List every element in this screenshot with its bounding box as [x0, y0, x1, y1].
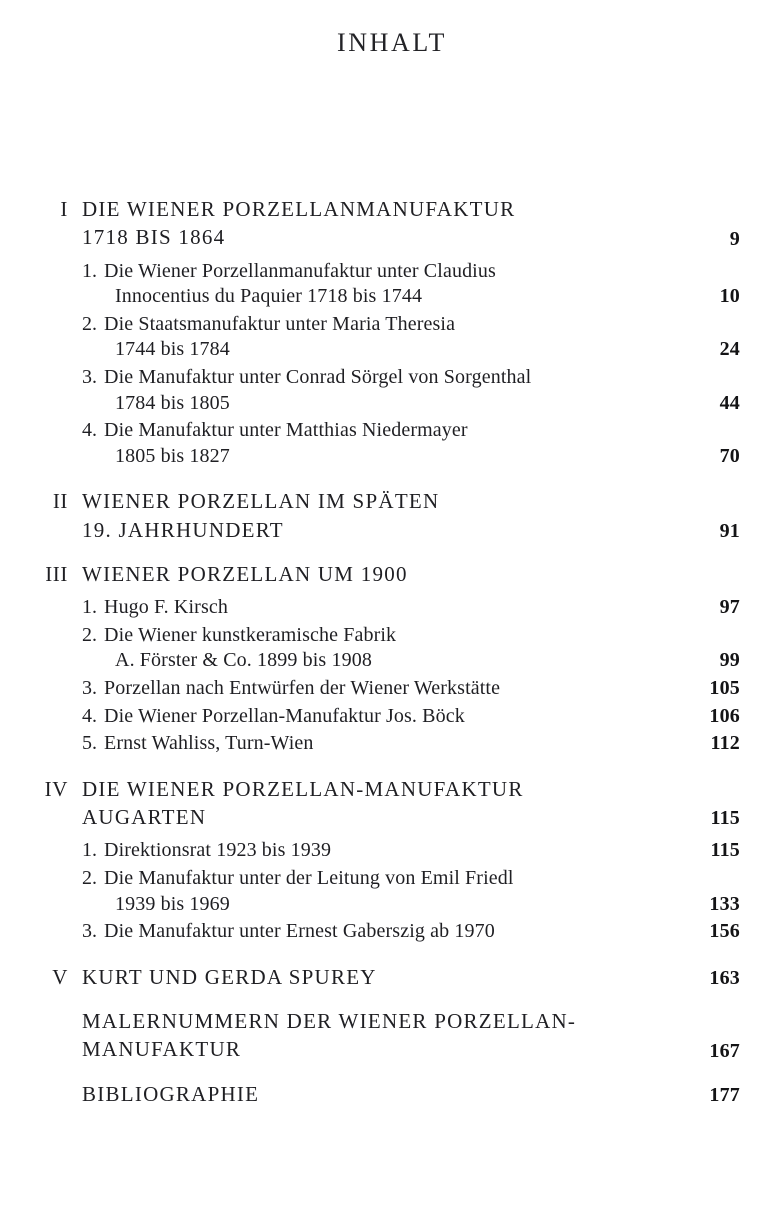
toc-subsection-row[interactable] [0, 595, 784, 621]
subsection-title-line: 1744 bis 1784 [115, 338, 230, 361]
toc-entry[interactable] [0, 964, 784, 991]
chapter-page-number: 177 [709, 1083, 740, 1106]
subsection-list [0, 259, 784, 470]
subsection-text-block [82, 704, 646, 730]
subsection-title [68, 623, 654, 674]
chapter-title-line: BIBLIOGRAPHIE [82, 1081, 260, 1106]
subsection-title-line: Direktionsrat 1923 bis 1939 [104, 839, 332, 862]
toc-subsection-row[interactable] [0, 731, 784, 757]
subsection-page-number: 105 [709, 677, 740, 700]
toc-entry[interactable] [0, 1081, 784, 1108]
toc-entry[interactable] [0, 196, 784, 469]
subsection-page-number: 99 [719, 649, 740, 672]
subsection-title-line: Die Manufaktur unter Ernest Gaberszig ab 1970 [104, 920, 495, 943]
subsection-title [68, 919, 654, 945]
subsection-text-block [82, 676, 646, 702]
toc-subsection-row[interactable] [0, 838, 784, 864]
subsection-page-number: 97 [719, 596, 740, 619]
toc-entry[interactable] [0, 488, 784, 544]
subsection-title-line: Die Manufaktur unter der Leitung von Emil Friedl [104, 866, 514, 889]
chapter-numeral: I [60, 197, 68, 221]
subsection-number: 3. [82, 365, 97, 388]
toc-chapter-row[interactable] [0, 776, 784, 832]
subsection-text-block [82, 731, 646, 757]
subsection-title [68, 365, 654, 416]
subsection-title-line: 1784 bis 1805 [115, 391, 230, 414]
subsection-text-block [82, 623, 646, 674]
toc-entry[interactable] [0, 1008, 784, 1064]
page-title: INHALT [337, 28, 447, 57]
subsection-number: 4. [82, 419, 97, 442]
chapter-title-line: AUGARTEN [82, 805, 207, 830]
toc-chapter-row[interactable] [0, 561, 784, 588]
chapter-title [68, 488, 654, 544]
chapter-title [68, 1081, 654, 1108]
subsection-page-number: 44 [719, 391, 740, 414]
subsection-title-line: Die Wiener Porzellanmanufaktur unter Claudius [104, 259, 496, 282]
subsection-page-number: 24 [719, 338, 740, 361]
subsection-number: 1. [82, 596, 97, 619]
chapter-title [68, 1008, 654, 1064]
subsection-list [0, 595, 784, 757]
subsection-number: 3. [82, 677, 97, 700]
subsection-title [68, 312, 654, 363]
toc-subsection-row[interactable] [0, 866, 784, 917]
toc-subsection-row[interactable] [0, 919, 784, 945]
subsection-text-block [82, 418, 646, 469]
subsection-text-block [82, 838, 646, 864]
subsection-number: 2. [82, 312, 97, 335]
chapter-title-line: DIE WIENER PORZELLANMANUFAKTUR [82, 197, 516, 221]
subsection-page-number: 133 [709, 892, 740, 915]
chapter-page-number: 167 [709, 1039, 740, 1062]
toc-entry[interactable] [0, 776, 784, 945]
subsection-number: 2. [82, 866, 97, 889]
toc-subsection-row[interactable] [0, 365, 784, 416]
toc-subsection-row[interactable] [0, 704, 784, 730]
subsection-title-line: 1805 bis 1827 [115, 444, 230, 467]
subsection-page-number: 156 [709, 920, 740, 943]
subsection-number: 2. [82, 623, 97, 646]
toc-chapter-row[interactable] [0, 1008, 784, 1064]
subsection-number: 3. [82, 920, 97, 943]
chapter-page-number: 91 [719, 519, 740, 542]
subsection-title-line: Innocentius du Paquier 1718 bis 1744 [115, 285, 423, 308]
subsection-text-block [82, 259, 646, 310]
subsection-title-line: Die Staatsmanufaktur unter Maria Theresia [104, 312, 456, 335]
subsection-title [68, 704, 654, 730]
subsection-title-line: Die Wiener kunstkeramische Fabrik [104, 623, 397, 646]
subsection-text-block [82, 866, 646, 917]
subsection-number: 1. [82, 839, 97, 862]
chapter-title [68, 561, 654, 588]
toc-entry[interactable] [0, 561, 784, 757]
subsection-page-number: 10 [719, 285, 740, 308]
subsection-text-block [82, 312, 646, 363]
subsection-list [0, 838, 784, 944]
subsection-title [68, 595, 654, 621]
toc-subsection-row[interactable] [0, 676, 784, 702]
subsection-text-block [82, 919, 646, 945]
chapter-title-line: KURT UND GERDA SPUREY [82, 964, 377, 989]
chapter-title-line: MALERNUMMERN DER WIENER PORZELLAN- [82, 1009, 577, 1034]
subsection-text-block [82, 365, 646, 416]
subsection-number: 1. [82, 259, 97, 282]
chapter-title [68, 196, 654, 252]
subsection-title-line: 1939 bis 1969 [115, 892, 230, 915]
subsection-title-line: A. Förster & Co. 1899 bis 1908 [115, 649, 372, 672]
subsection-title-line: Die Manufaktur unter Matthias Niedermayer [104, 419, 468, 442]
chapter-numeral: II [52, 489, 68, 514]
toc-subsection-row[interactable] [0, 259, 784, 310]
table-of-contents [0, 196, 784, 1125]
subsection-title-line: Porzellan nach Entwürfen der Wiener Werkstätte [104, 677, 501, 700]
chapter-title-line: WIENER PORZELLAN IM SPÄTEN [82, 489, 440, 514]
subsection-title [68, 676, 654, 702]
subsection-title-line: Die Manufaktur unter Conrad Sörgel von Sorgenthal [104, 365, 532, 388]
subsection-title [68, 866, 654, 917]
chapter-page-number: 115 [710, 807, 740, 830]
chapter-numeral: III [45, 561, 68, 586]
toc-chapter-row[interactable] [0, 488, 784, 544]
chapter-title-line: MANUFAKTUR [82, 1037, 242, 1062]
chapter-title-line: 1718 BIS 1864 [82, 225, 226, 250]
subsection-number: 4. [82, 704, 97, 727]
chapter-title [68, 776, 654, 832]
subsection-page-number: 112 [710, 732, 740, 755]
toc-chapter-row[interactable] [0, 1081, 784, 1108]
chapter-title-line: WIENER PORZELLAN UM 1900 [82, 561, 408, 586]
subsection-page-number: 115 [710, 839, 740, 862]
toc-subsection-row[interactable] [0, 623, 784, 674]
chapter-page-number: 9 [729, 227, 740, 250]
chapter-title [68, 964, 654, 991]
subsection-title-line: Hugo F. Kirsch [104, 596, 228, 619]
subsection-title-line: Ernst Wahliss, Turn-Wien [104, 732, 314, 755]
chapter-title-line: 19. JAHRHUNDERT [82, 517, 284, 542]
subsection-title-line: Die Wiener Porzellan-Manufaktur Jos. Böck [104, 704, 465, 727]
subsection-number: 5. [82, 732, 97, 755]
subsection-title [68, 259, 654, 310]
subsection-title [68, 731, 654, 757]
chapter-numeral: V [52, 964, 68, 989]
chapter-page-number: 163 [709, 967, 740, 990]
chapter-numeral: IV [44, 776, 68, 801]
toc-subsection-row[interactable] [0, 418, 784, 469]
toc-chapter-row[interactable] [0, 964, 784, 991]
toc-subsection-row[interactable] [0, 312, 784, 363]
toc-chapter-row[interactable] [0, 196, 784, 252]
subsection-page-number: 70 [719, 444, 740, 467]
subsection-page-number: 106 [709, 704, 740, 727]
subsection-title [68, 838, 654, 864]
subsection-title [68, 418, 654, 469]
chapter-title-line: DIE WIENER PORZELLAN-MANUFAKTUR [82, 776, 524, 801]
subsection-text-block [82, 595, 646, 621]
